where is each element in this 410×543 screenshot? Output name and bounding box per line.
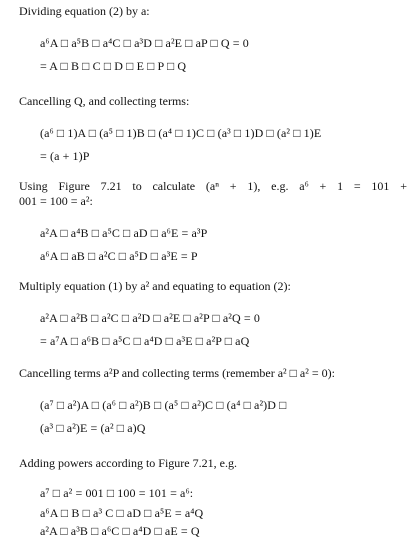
equation-line: a²A □ a³B □ a⁶C □ a⁴D □ aE = Q	[40, 524, 200, 538]
equation-line: = a⁷A □ a⁶B □ a⁵C □ a⁴D □ a³E □ a²P □ aQ	[40, 334, 250, 348]
paragraph-cancelling-q: Cancelling Q, and collecting terms:	[19, 94, 190, 108]
equation-line: a⁷ □ a² = 001 □ 100 = 101 = a⁶:	[40, 486, 194, 500]
equation-line: a²A □ a⁴B □ a⁵C □ aD □ a⁶E = a³P	[40, 226, 208, 240]
paragraph-cancelling-terms: Cancelling terms a²P and collecting terms (remember a² □ a² = 0):	[19, 366, 335, 380]
paragraph-adding-powers: Adding powers according to Figure 7.21, e.g.	[19, 456, 237, 470]
equation-line: a⁶A □ B □ a³ C □ aD □ a⁵E = a⁴Q	[40, 506, 204, 520]
equation-line: (a⁷ □ a²)A □ (a⁶ □ a²)B □ (a⁵ □ a²)C □ (a⁴ □ a²)D □	[40, 398, 287, 412]
paragraph-dividing: Dividing equation (2) by a:	[19, 4, 150, 18]
paragraph-using-figure-cont: 001 = 100 = a²:	[19, 194, 93, 208]
equation-line: a⁶A □ aB □ a²C □ a⁵D □ a³E = P	[40, 249, 198, 263]
paragraph-using-figure: Using Figure 7.21 to calculate (aⁿ + 1), e.g. a⁶ + 1 = 101 +	[19, 179, 407, 193]
equation-line: (a³ □ a²)E = (a² □ a)Q	[40, 421, 146, 435]
equation-line: (a⁶ □ 1)A □ (a⁵ □ 1)B □ (a⁴ □ 1)C □ (a³ □ 1)D □ (a² □ 1)E	[40, 126, 322, 140]
equation-line: = A □ B □ C □ D □ E □ P □ Q	[40, 59, 187, 73]
equation-line: = (a + 1)P	[40, 149, 90, 163]
paragraph-multiply: Multiply equation (1) by a² and equating to equation (2):	[19, 279, 291, 293]
equation-line: a²A □ a²B □ a²C □ a²D □ a²E □ a²P □ a²Q = 0	[40, 311, 260, 325]
equation-line: a⁶A □ a⁵B □ a⁴C □ a³D □ a²E □ aP □ Q = 0	[40, 36, 249, 50]
